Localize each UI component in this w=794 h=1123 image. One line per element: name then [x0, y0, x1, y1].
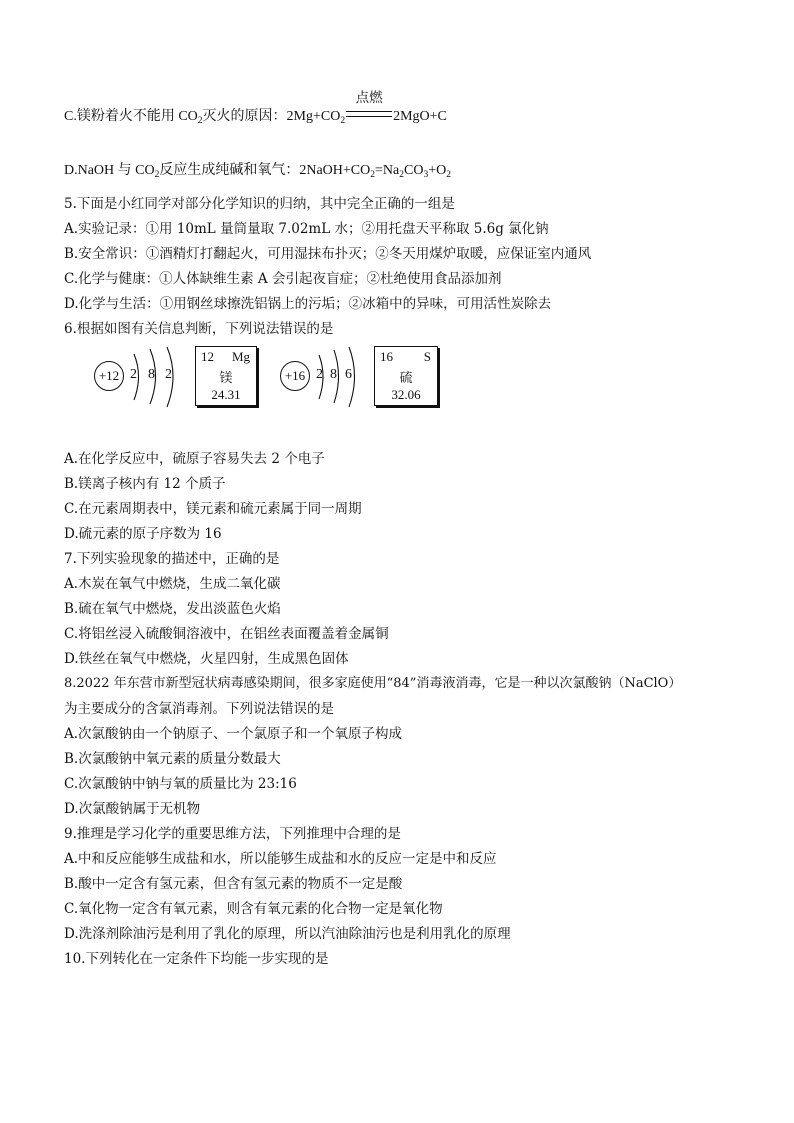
q6-option-d: D.硫元素的原子序数为 16 — [64, 526, 222, 542]
q8-stem-line1: 8.2022 年东营市新型冠状病毒感染期间，很多家庭使用“84”消毒液消毒，它是一种以次氯酸钠（NaClO） — [64, 676, 682, 691]
q7-stem: 7.下列实验现象的描述中，正确的是 — [64, 551, 280, 567]
q5-stem: 5.下面是小红同学对部分化学知识的归纳，其中完全正确的一组是 — [64, 196, 455, 212]
q9-option-c: C.氧化物一定含有氧元素，则含有氧元素的化合物一定是氧化物 — [64, 901, 443, 917]
q5-option-b: B.安全常识：①酒精灯打翻起火，可用湿抹布扑灭；②冬天用煤炉取暖，应保证室内通风 — [64, 246, 592, 262]
s-shell-3: 6 — [345, 367, 352, 382]
q9-stem: 9.推理是学习化学的重要思维方法，下列推理中合理的是 — [64, 826, 401, 842]
q4-option-d: D.NaOH 与 $CO_2$反应生成纯碱和氧气：$2NaOH+CO_2=Na_2CO_3+O_2$ — [64, 163, 451, 180]
mg-shell-3: 2 — [165, 367, 172, 382]
q8-option-a: A.次氯酸钠由一个钠原子、一个氯原子和一个氧原子构成 — [64, 726, 403, 742]
atom-structure-figure — [92, 346, 431, 408]
q7-option-d: D.铁丝在氧气中燃烧，火星四射，生成黑色固体 — [64, 651, 349, 667]
mg-nucleus: +12 — [94, 361, 124, 391]
q7-option-c: C.将铝丝浸入硫酸铜溶液中，在铝丝表面覆盖着金属铜 — [64, 626, 389, 642]
q6-option-b: B.镁离子核内有 12 个质子 — [64, 476, 226, 492]
s-shell-1: 2 — [316, 367, 323, 382]
q8-stem-line2: 为主要成分的含氯消毒剂。下列说法错误的是 — [64, 701, 334, 717]
mg-element-card: 12 Mg 镁 24.31 — [195, 346, 257, 406]
reaction-condition: 点燃 — [346, 108, 392, 126]
q9-option-a: A.中和反应能够生成盐和水，所以能够生成盐和水的反应一定是中和反应 — [64, 851, 497, 867]
q8-option-d: D.次氯酸钠属于无机物 — [64, 801, 201, 817]
q7-option-a: A.木炭在氧气中燃烧，生成二氧化碳 — [64, 576, 281, 592]
q8-option-b: B.次氯酸钠中氧元素的质量分数最大 — [64, 751, 281, 767]
q7-option-b: B.硫在氧气中燃烧，发出淡蓝色火焰 — [64, 601, 281, 617]
q6-option-a: A.在化学反应中，硫原子容易失去 2 个电子 — [64, 451, 325, 467]
s-nucleus: +16 — [280, 361, 310, 391]
s-shell-2: 8 — [330, 367, 337, 382]
s-element-card: 16 S 硫 32.06 — [374, 346, 438, 406]
q5-option-c: C.化学与健康：①人体缺维生素 A 会引起夜盲症；②杜绝使用食品添加剂 — [64, 271, 502, 287]
mg-shell-2: 8 — [148, 367, 155, 382]
q9-option-d: D.洗涤剂除油污是利用了乳化的原理，所以汽油除油污也是利用乳化的原理 — [64, 926, 511, 942]
q5-option-d: D.化学与生活：①用钢丝球擦洗铝锅上的污垢；②冰箱中的异味，可用活性炭除去 — [64, 296, 552, 312]
q6-option-c: C.在元素周期表中，镁元素和硫元素属于同一周期 — [64, 501, 362, 517]
q4-option-c: C.镁粉着火不能用 $CO_2$灭火的原因：$2Mg+CO_2$ 点燃 2MgO+C — [64, 90, 447, 126]
mg-shell-1: 2 — [130, 367, 137, 382]
q6-stem: 6.根据如图有关信息判断，下列说法错误的是 — [64, 321, 334, 337]
q8-option-c: C.次氯酸钠中钠与氧的质量比为 23:16 — [64, 776, 297, 792]
q5-option-a: A.实验记录：①用 10mL 量筒量取 7.02mL 水；②用托盘天平称取 5.6g 氯化钠 — [64, 221, 549, 237]
s-electron-shells — [92, 346, 382, 408]
q4c-text: C.镁粉着火不能用 CO — [64, 109, 198, 124]
q9-option-b: B.酸中一定含有氢元素，但含有氢元素的物质不一定是酸 — [64, 876, 403, 892]
q10-stem: 10.下列转化在一定条件下均能一步实现的是 — [64, 951, 329, 967]
